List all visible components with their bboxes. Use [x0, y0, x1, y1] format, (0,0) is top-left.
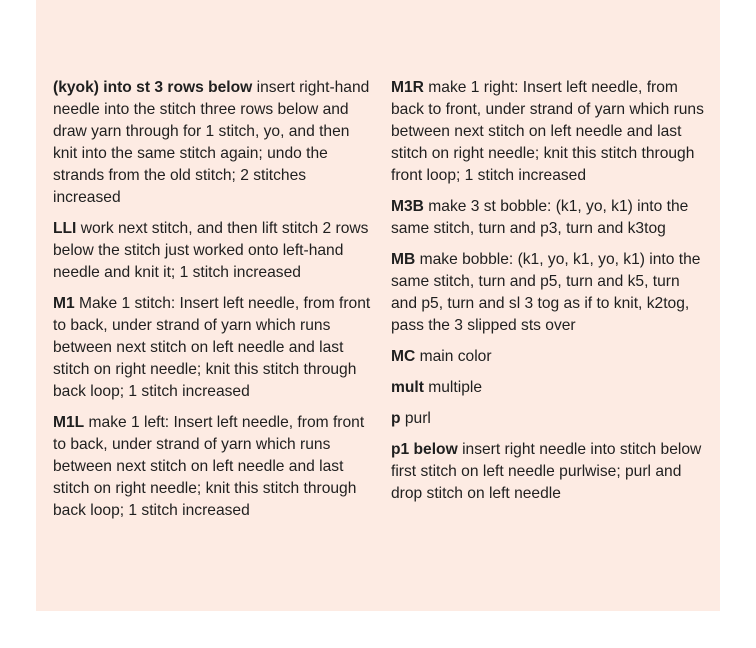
glossary-definition: multiple [428, 379, 482, 396]
glossary-entry-p1-below [391, 439, 707, 505]
glossary-entry-mc [391, 346, 707, 368]
glossary-term: M3B [391, 198, 424, 215]
glossary-definition: work next stitch, and then lift stitch 2 rows below the stitch just worked onto left-hand needle and knit it; 1 stitch increased [53, 220, 369, 281]
glossary-definition: make 3 st bobble: (k1, yo, k1) into the same stitch, turn and p3, turn and k3tog [391, 198, 689, 237]
glossary-entry-m1r [391, 77, 707, 187]
glossary-panel [36, 0, 720, 611]
glossary-term: (kyok) into st 3 rows below [53, 79, 253, 96]
glossary-column-right [391, 77, 707, 514]
glossary-entry-lli [53, 218, 371, 284]
glossary-term: MC [391, 348, 416, 365]
glossary-term: MB [391, 251, 416, 268]
glossary-definition: make bobble: (k1, yo, k1, yo, k1) into the same stitch, turn and p5, turn and k5, turn and p5, turn and sl 3 tog as if to knit, k2tog, pass the 3 slipped sts over [391, 251, 701, 334]
glossary-definition: make 1 left: Insert left needle, from front to back, under strand of yarn which runs between next stitch on left needle and last stitch on right needle; knit this stitch through back loop; 1 stitch increased [53, 414, 365, 519]
glossary-entry-m3b [391, 196, 707, 240]
glossary-entry-m1 [53, 293, 371, 403]
glossary-term: M1L [53, 414, 85, 431]
glossary-term: LLI [53, 220, 77, 237]
glossary-entry-kyok [53, 77, 371, 209]
glossary-entry-p [391, 408, 707, 430]
glossary-term: M1R [391, 79, 424, 96]
glossary-entry-mb [391, 249, 707, 337]
glossary-term: p1 below [391, 441, 458, 458]
glossary-definition: make 1 right: Insert left needle, from back to front, under strand of yarn which runs between next stitch on left needle and last stitch on right needle; knit this stitch through front loop; 1 stitch increased [391, 79, 704, 184]
glossary-term: mult [391, 379, 424, 396]
glossary-entry-mult [391, 377, 707, 399]
glossary-column-left [53, 77, 371, 531]
glossary-definition: purl [404, 410, 431, 427]
glossary-definition: insert right-hand needle into the stitch three rows below and draw yarn through for 1 stitch, yo, and then knit into the same stitch again; undo the strands from the old stitch; 2 stitches increased [53, 79, 370, 206]
glossary-definition: Make 1 stitch: Insert left needle, from front to back, under strand of yarn which runs between next stitch on left needle and last stitch on right needle; knit this stitch through back loop; 1 stitch increased [53, 295, 371, 400]
glossary-definition: main color [419, 348, 492, 365]
glossary-entry-m1l [53, 412, 371, 522]
glossary-term: M1 [53, 295, 75, 312]
glossary-term: p [391, 410, 401, 427]
glossary-definition: insert right needle into stitch below first stitch on left needle purlwise; purl and drop stitch on left needle [391, 441, 702, 502]
